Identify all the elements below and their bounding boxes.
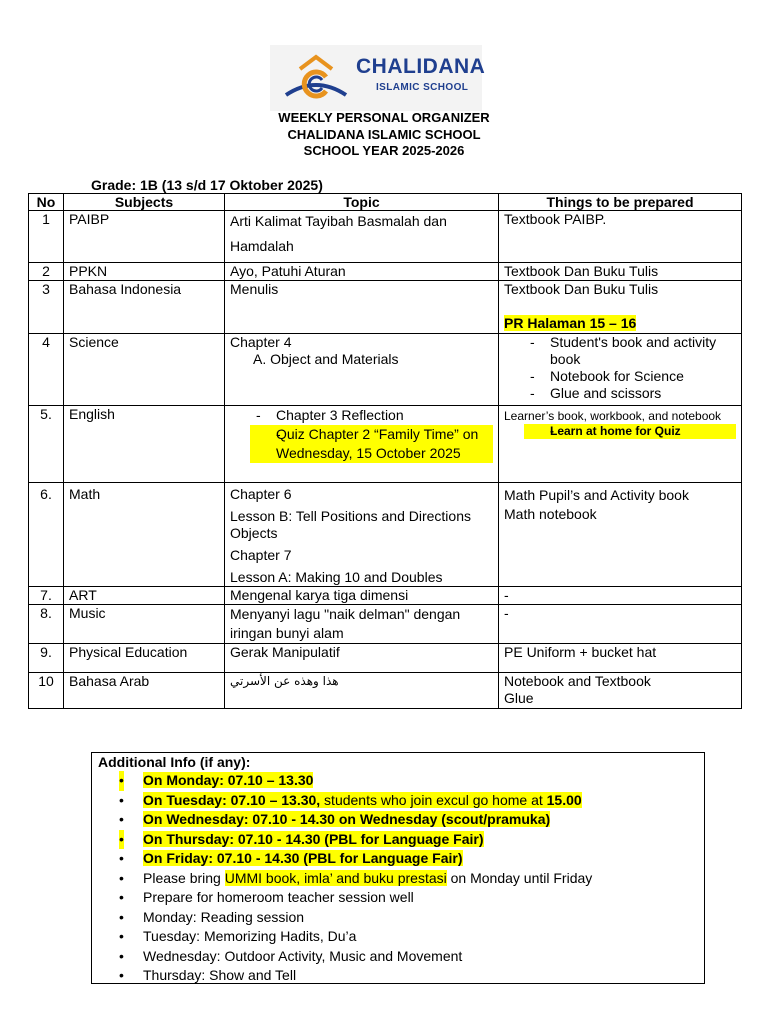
row-topic: Mengenal karya tiga dimensi xyxy=(225,587,499,605)
thursday-hours: On Thursday: 07.10 - 14.30 (PBL for Language Fair) xyxy=(143,830,484,847)
row-prep: - xyxy=(499,605,742,644)
topic-line: Chapter 7 xyxy=(230,547,292,563)
row-prep xyxy=(499,673,742,709)
prep-line: Math Pupil’s and Activity book xyxy=(504,487,689,503)
topic-line: Chapter 4 xyxy=(230,334,292,350)
list-item: - Student's book and activity book xyxy=(504,334,736,368)
table-row xyxy=(29,281,742,334)
row-subject: PAIBP xyxy=(64,211,225,263)
row-no: 7. xyxy=(29,587,64,605)
row-topic: Ayo, Patuhi Aturan xyxy=(225,263,499,281)
title-line-2: CHALIDANA ISLAMIC SCHOOL xyxy=(287,126,481,142)
row-prep: Textbook PAIBP. xyxy=(499,211,742,263)
table-row xyxy=(29,587,742,605)
row-topic: Menulis xyxy=(225,281,499,334)
homework-note: PR Halaman 15 – 16 xyxy=(504,315,637,331)
prep-line: Math notebook xyxy=(504,506,597,522)
additional-info-box xyxy=(91,752,705,984)
logo-name: CHALIDANA xyxy=(356,55,486,78)
row-subject: Science xyxy=(64,334,225,406)
row-subject: Music xyxy=(64,605,225,644)
logo-subtitle: ISLAMIC SCHOOL xyxy=(376,82,469,93)
header-subjects: Subjects xyxy=(64,194,225,211)
row-prep xyxy=(499,406,742,483)
list-item: • Wednesday: Outdoor Activity, Music and Movement xyxy=(98,947,704,967)
tuesday-note: students who join excul go home at xyxy=(320,791,547,808)
document-title xyxy=(0,110,768,160)
table-row xyxy=(29,334,742,406)
prep-line: Learner’s book, workbook, and notebook xyxy=(504,409,722,423)
schedule-table xyxy=(28,193,742,709)
prep-line: Notebook and Textbook xyxy=(504,673,651,689)
title-line-3: SCHOOL YEAR 2025-2026 xyxy=(303,143,465,158)
row-prep: Textbook Dan Buku Tulis xyxy=(499,263,742,281)
topic-line: Hamdalah xyxy=(230,238,294,254)
list-item xyxy=(98,810,704,830)
list-item: • Tuesday: Memorizing Hadits, Du’a xyxy=(98,927,704,947)
row-topic: Gerak Manipulatif xyxy=(225,644,499,673)
list-item: - Glue and scissors xyxy=(504,385,736,402)
row-prep xyxy=(499,334,742,406)
friday-hours: On Friday: 07.10 - 14.30 (PBL for Language Fair) xyxy=(143,850,463,866)
list-item: • Prepare for homeroom teacher session well xyxy=(98,888,704,908)
list-item: • Monday: Reading session xyxy=(98,908,704,928)
list-item xyxy=(98,830,704,850)
row-no: 8. xyxy=(29,605,64,644)
school-emblem-icon xyxy=(280,51,352,105)
title-line-1: WEEKLY PERSONAL ORGANIZER xyxy=(278,110,490,125)
additional-info-list xyxy=(98,771,704,986)
tuesday-excul-time: 15.00 xyxy=(546,791,582,808)
row-subject: ART xyxy=(64,587,225,605)
row-no: 4 xyxy=(29,334,64,406)
row-subject: Bahasa Indonesia xyxy=(64,281,225,334)
row-no: 6. xyxy=(29,483,64,587)
tuesday-hours: On Tuesday: 07.10 – 13.30, xyxy=(143,791,321,808)
table-row xyxy=(29,483,742,587)
prep-line: Glue xyxy=(504,690,534,706)
list-item: - Notebook for Science xyxy=(504,368,736,385)
topic-line: Lesson B: Tell Positions and Directions Objects xyxy=(230,508,471,541)
row-topic xyxy=(225,406,499,483)
row-subject: Bahasa Arab xyxy=(64,673,225,709)
row-subject: English xyxy=(64,406,225,483)
list-item xyxy=(98,869,704,889)
row-prep: PE Uniform + bucket hat xyxy=(499,644,742,673)
grade-label: Grade: 1B (13 s/d 17 Oktober 2025) xyxy=(91,177,323,193)
row-subject: Math xyxy=(64,483,225,587)
row-no: 3 xyxy=(29,281,64,334)
row-no: 2 xyxy=(29,263,64,281)
table-row xyxy=(29,644,742,673)
monday-hours: On Monday: 07.10 – 13.30 xyxy=(143,772,314,788)
quiz-note: - Learn at home for Quiz xyxy=(524,424,736,439)
header-things: Things to be prepared xyxy=(499,194,742,211)
table-row xyxy=(29,263,742,281)
bring-items: UMMI book, imla’ and buku prestasi xyxy=(224,869,447,886)
topic-line: Chapter 6 xyxy=(230,486,292,502)
bring-text: Please bring xyxy=(143,869,225,886)
table-row xyxy=(29,673,742,709)
row-no: 1 xyxy=(29,211,64,263)
row-prep xyxy=(499,483,742,587)
wednesday-hours: On Wednesday: 07.10 - 14.30 on Wednesday (scout/pramuka) xyxy=(143,811,551,827)
list-item xyxy=(98,849,704,869)
list-item: - Chapter 3 Reflection xyxy=(230,406,493,425)
arabic-topic: هذا وهذه عن الأسرتي xyxy=(230,674,339,688)
row-topic xyxy=(225,334,499,406)
table-row xyxy=(29,605,742,644)
list-item: • Thursday: Show and Tell xyxy=(98,966,704,986)
bring-text: on Monday until Friday xyxy=(446,869,593,886)
row-prep xyxy=(499,281,742,334)
prep-line: Textbook Dan Buku Tulis xyxy=(504,281,659,297)
row-topic xyxy=(225,483,499,587)
row-subject: Physical Education xyxy=(64,644,225,673)
table-row xyxy=(29,406,742,483)
list-item: - Quiz Chapter 2 “Family Time” on Wednesday, 15 October 2025 xyxy=(250,425,493,463)
additional-info-title: Additional Info (if any): xyxy=(98,754,251,770)
topic-line: Arti Kalimat Tayibah Basmalah dan xyxy=(230,213,447,229)
table-header-row xyxy=(29,194,742,211)
row-topic: Menyanyi lagu "naik delman" dengan iringan bunyi alam xyxy=(225,605,499,644)
header-no: No xyxy=(29,194,64,211)
row-subject: PPKN xyxy=(64,263,225,281)
topic-line: A. Object and Materials xyxy=(253,351,399,367)
row-no: 10 xyxy=(29,673,64,709)
list-item xyxy=(98,771,704,791)
header-topic: Topic xyxy=(225,194,499,211)
row-prep: - xyxy=(499,587,742,605)
topic-line: Lesson A: Making 10 and Doubles xyxy=(230,569,443,585)
row-topic xyxy=(225,211,499,263)
list-item xyxy=(98,791,704,811)
table-row xyxy=(29,211,742,263)
row-topic xyxy=(225,673,499,709)
school-logo xyxy=(270,45,486,111)
row-no: 9. xyxy=(29,644,64,673)
row-no: 5. xyxy=(29,406,64,483)
